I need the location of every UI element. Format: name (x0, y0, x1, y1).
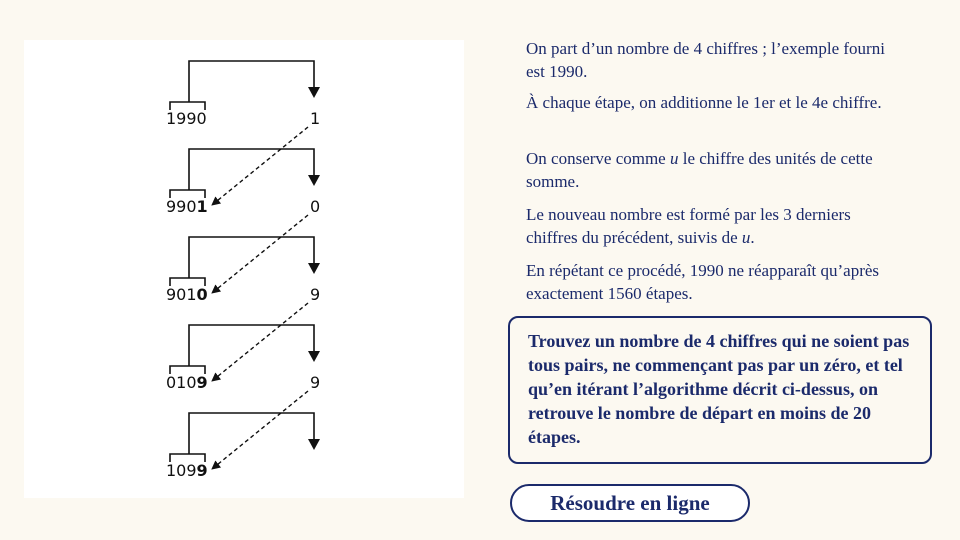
explanation-text: On part d’un nombre de 4 chiffres ; l’exemple fourni est 1990. (526, 39, 885, 81)
step-number-prefix: 010 (166, 373, 197, 392)
unit-digit-1: 1 (310, 109, 321, 128)
explanation-step-2 (526, 91, 906, 114)
step-number-new-digit: 9 (196, 373, 208, 392)
explanation-fragment: . (750, 228, 755, 247)
explanation-text: À chaque étape, on additionne le 1er et le 4e chiffre. (526, 93, 882, 112)
sum-arrow-head (308, 263, 320, 274)
problem-statement: Trouvez un nombre de 4 chiffres qui ne soient pas tous pairs, ne commençant pas par un zéro, et tel qu’en itérant l’algorithme décrit ci-dessus, on retrouve le nombre de départ en moins de 20 étapes. (508, 316, 932, 464)
explanation-fragment: Le nouveau nombre est formé par les 3 derniers chiffres du précédent, suivis de (526, 205, 851, 247)
explanation-step-5 (526, 259, 906, 305)
append-digit-arrow (212, 127, 308, 205)
solve-online-button[interactable]: Résoudre en ligne (510, 484, 750, 522)
variable-u: u (669, 149, 679, 168)
sum-arrow-line (189, 237, 314, 278)
unit-digit-3: 9 (310, 285, 321, 304)
sum-arrow-head (308, 439, 320, 450)
explanation-fragment: On conserve comme (526, 149, 670, 168)
algorithm-diagram (24, 40, 464, 498)
sum-arrow-line (189, 413, 314, 454)
step-number-4 (166, 373, 208, 392)
step-number-prefix: 1990 (166, 109, 207, 128)
step-number-prefix: 901 (166, 285, 197, 304)
step-number-new-digit: 9 (196, 461, 208, 480)
sum-arrow-line (189, 325, 314, 366)
step-number-2 (166, 197, 208, 216)
explanation-step-1 (526, 37, 906, 83)
append-digit-arrow (212, 391, 308, 469)
append-digit-arrow (212, 303, 308, 381)
unit-digit-2: 0 (310, 197, 321, 216)
step-number-prefix: 109 (166, 461, 197, 480)
algorithm-diagram-svg (24, 40, 464, 498)
sum-arrow-line (189, 61, 314, 102)
sum-arrow-head (308, 351, 320, 362)
explanation-step-3 (526, 147, 906, 193)
explanation-text: En répétant ce procédé, 1990 ne réapparaît qu’après exactement 1560 étapes. (526, 261, 880, 303)
explanation-text (526, 203, 906, 249)
unit-digit-4: 9 (310, 373, 321, 392)
step-number-3 (166, 285, 208, 304)
explanation-step-4 (526, 203, 906, 249)
append-digit-arrow (212, 215, 308, 293)
explanation-fragment: le chiffre des unités de cette somme. (526, 149, 873, 191)
step-number-new-digit: 0 (196, 285, 208, 304)
explanation-text (526, 147, 906, 193)
step-number-5 (166, 461, 208, 480)
step-number-1 (166, 109, 207, 128)
step-number-prefix: 990 (166, 197, 197, 216)
sum-arrow-head (308, 87, 320, 98)
variable-u: u (741, 228, 751, 247)
step-number-new-digit: 1 (196, 197, 208, 216)
sum-arrow-line (189, 149, 314, 190)
sum-arrow-head (308, 175, 320, 186)
